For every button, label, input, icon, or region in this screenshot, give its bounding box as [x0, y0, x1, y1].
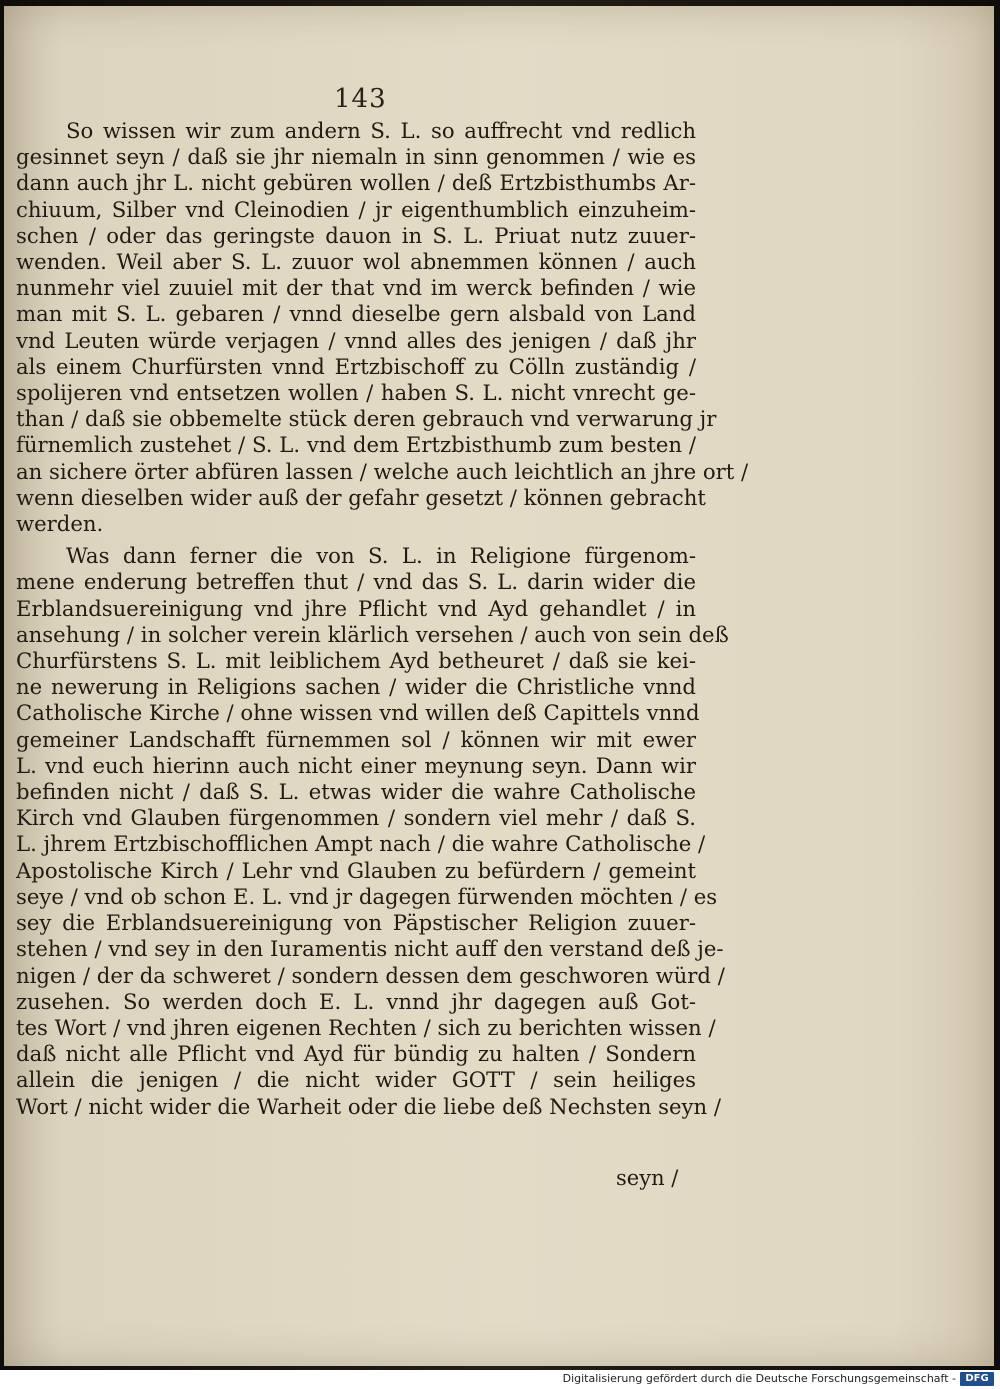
text-line: allein die jenigen / die nicht wider GOTT / sein heiliges — [16, 1067, 696, 1093]
text-line: tes Wort / vnd jhren eigenen Rechten / sich zu berichten wissen / — [16, 1014, 716, 1040]
text-line: fürnemlich zustehet / S. L. vnd dem Ertzbisthumb zum besten / — [16, 432, 696, 458]
text-line: Wort / nicht wider die Warheit oder die liebe deß Nechsten seyn / — [16, 1093, 721, 1119]
text-line: wenn dieselben wider auß der gefahr gesetzt / können gebracht — [16, 484, 706, 510]
text-line: schen / oder das geringste dauon in S. L. Priuat nutz zuuer- — [16, 222, 696, 248]
text-line: Erblandsuereinigung vnd jhre Pflicht vnd Ayd gehandlet / in — [16, 595, 696, 621]
page-number: 143 — [334, 84, 387, 114]
text-line: stehen / vnd sey in den Iuramentis nicht auff den verstand deß je- — [16, 936, 724, 962]
text-line: befinden nicht / daß S. L. etwas wider die wahre Catholische — [16, 779, 696, 805]
text-line: spolijeren vnd entsetzen wollen / haben S. L. nicht vnrecht ge- — [16, 380, 696, 406]
paragraph-1 — [16, 118, 749, 537]
dfg-logo-icon: DFG — [960, 1372, 994, 1386]
paragraph-2 — [16, 543, 729, 1119]
text-line: werden. — [16, 511, 104, 537]
text-line: L. vnd euch hierinn auch nicht einer meynung seyn. Dann wir — [16, 752, 696, 778]
text-line: als einem Churfürsten vnnd Ertzbischoff zu Cölln zuständig / — [16, 353, 696, 379]
text-line: man mit S. L. gebaren / vnnd dieselbe gern alsbald von Land — [16, 301, 696, 327]
text-line: gesinnet seyn / daß sie jhr niemaln in sinn genommen / wie es — [16, 144, 696, 170]
text-line: Apostolische Kirch / Lehr vnd Glauben zu befürdern / gemeint — [16, 857, 696, 883]
footer-bar — [0, 1370, 1000, 1389]
text-line: mene enderung betreffen thut / vnd das S. L. darin wider die — [16, 569, 696, 595]
text-line: daß nicht alle Pflicht vnd Ayd für bündig zu halten / Sondern — [16, 1041, 696, 1067]
text-line: ansehung / in solcher verein klärlich versehen / auch von sein deß — [16, 621, 729, 647]
text-line: seye / vnd ob schon E. L. vnd jr dagegen fürwenden möchten / es — [16, 883, 718, 909]
text-line: zusehen. So werden doch E. L. vnnd jhr dagegen auß Got- — [16, 988, 696, 1014]
text-line: chiuum, Silber vnd Cleinodien / jr eigenthumblich einzuheim- — [16, 196, 696, 222]
text-line: Catholische Kirche / ohne wissen vnd willen deß Capittels vnnd — [16, 700, 700, 726]
text-line: So wissen wir zum andern S. L. so auffrecht vnd redlich — [66, 118, 696, 143]
text-line: vnd Leuten würde verjagen / vnnd alles des jenigen / daß jhr — [16, 327, 696, 353]
text-line: an sichere örter abfüren lassen / welche auch leichtlich an jhre ort / — [16, 458, 749, 484]
text-line: L. jhrem Ertzbischofflichen Ampt nach / die wahre Catholische / — [16, 831, 706, 857]
text-line: ne newerung in Religions sachen / wider die Christliche vnnd — [16, 674, 696, 700]
text-line: wenden. Weil aber S. L. zuuor wol abnemmen können / auch — [16, 249, 696, 275]
funding-credit: Digitalisierung gefördert durch die Deutsche Forschungsgemeinschaft - — [562, 1372, 956, 1385]
text-line: sey die Erblandsuereinigung von Päpstischer Religion zuuer- — [16, 910, 696, 936]
body-text — [16, 118, 749, 1120]
text-line: Was dann ferner die von S. L. in Religione fürgenom- — [66, 543, 696, 569]
text-line: Churfürstens S. L. mit leiblichem Ayd betheuret / daß sie kei- — [16, 648, 696, 674]
text-line: dann auch jhr L. nicht gebüren wollen / deß Ertzbisthumbs Ar- — [16, 170, 696, 196]
catchword: seyn / — [616, 1166, 679, 1190]
text-line: nunmehr viel zuuiel mit der that vnd im werck befinden / wie — [16, 275, 696, 301]
text-line: Kirch vnd Glauben fürgenommen / sondern viel mehr / daß S. — [16, 805, 696, 831]
text-line: nigen / der da schweret / sondern dessen dem geschworen würd / — [16, 962, 725, 988]
book-page — [4, 6, 994, 1366]
text-line: than / daß sie obbemelte stück deren gebrauch vnd verwarung jr — [16, 406, 717, 432]
text-line: gemeiner Landschafft fürnemmen sol / können wir mit ewer — [16, 726, 696, 752]
